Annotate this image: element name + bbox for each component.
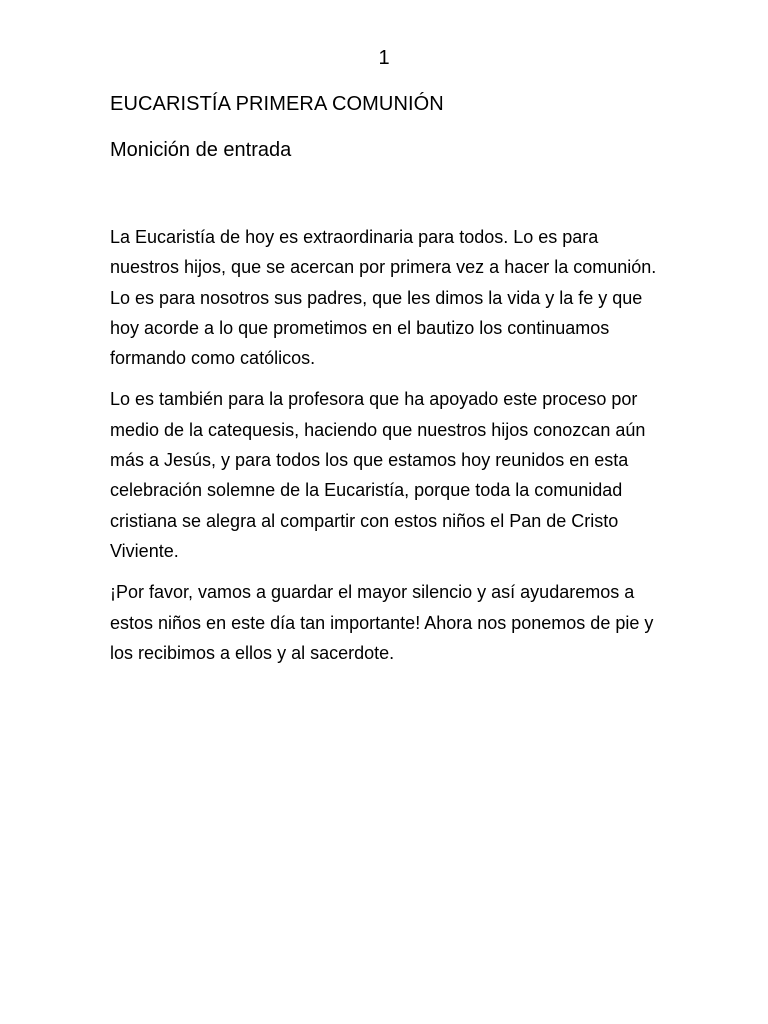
document-content	[110, 90, 670, 679]
paragraph: ¡Por favor, vamos a guardar el mayor silencio y así ayudaremos a estos niños en este día tan importante! Ahora nos ponemos de pie y los recibimos a ellos y al sacerdote.	[110, 582, 654, 663]
page-number: 1	[378, 47, 390, 69]
document-subtitle: Monición de entrada	[110, 139, 292, 161]
paragraph: Lo es también para la profesora que ha apoyado este proceso por medio de la catequesis, haciendo que nuestros hijos conozcan aún más a Jesús, y para todos los que estamos hoy reunidos en esta celebración solemne de la Eucaristía, porque toda la comunidad cristiana se alegra al compartir con estos niños el Pan de Cristo Viviente.	[110, 389, 646, 561]
document-body	[110, 222, 670, 668]
paragraph: La Eucaristía de hoy es extraordinaria para todos. Lo es para nuestros hijos, que se acercan por primera vez a hacer la comunión. Lo es para nosotros sus padres, que les dimos la vida y la fe y que hoy acorde a lo que prometimos en el bautizo los continuamos formando como católicos.	[110, 227, 657, 369]
document-title: EUCARISTÍA PRIMERA COMUNIÓN	[110, 93, 444, 115]
